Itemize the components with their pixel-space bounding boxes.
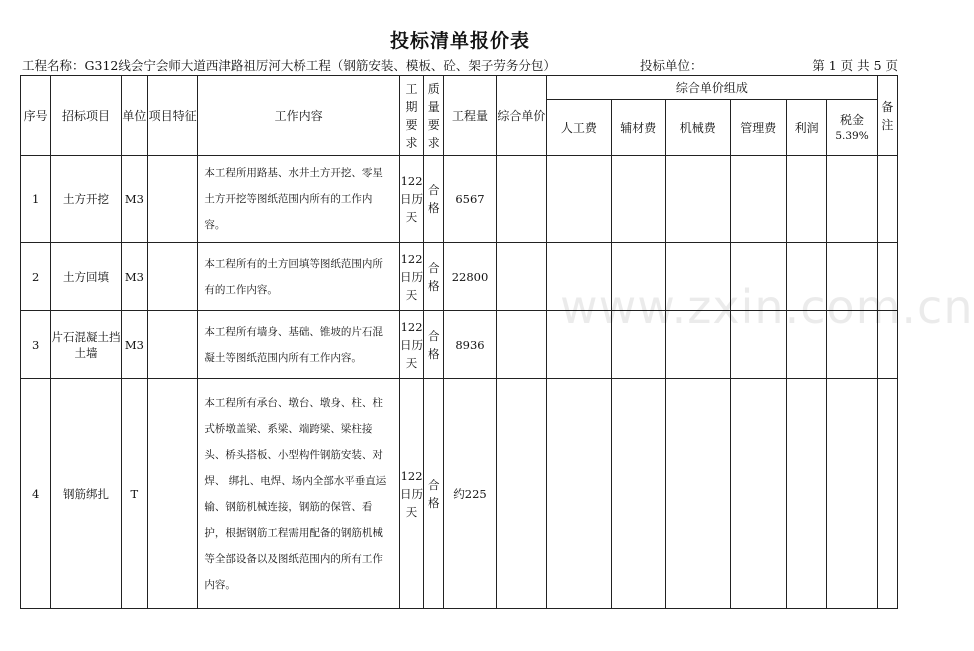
table-header-row [21, 76, 898, 100]
cell-remarks [877, 156, 897, 243]
col-remarks: 备注 [877, 76, 897, 156]
cell-unit-price [496, 243, 546, 311]
cell-content: 本工程所用路基、水井土方开挖、零星土方开挖等图纸范围内所有的工作内容。 [198, 156, 400, 243]
col-item: 招标项目 [51, 76, 122, 156]
col-unit: 单位 [121, 76, 147, 156]
cell-machine [666, 379, 731, 609]
col-labor: 人工费 [547, 100, 612, 156]
cell-profit [786, 243, 826, 311]
cell-seq: 2 [21, 243, 51, 311]
cell-quality: 合格 [424, 156, 444, 243]
col-unit-price: 综合单价 [496, 76, 546, 156]
cell-machine [666, 156, 731, 243]
tax-rate: 5.39% [835, 129, 869, 142]
cell-seq: 1 [21, 156, 51, 243]
col-work: 工作内容 [198, 76, 400, 156]
cell-content: 本工程所有承台、墩台、墩身、柱、柱式桥墩盖梁、系梁、端跨梁、梁柱接头、桥头搭板、小型构件钢筋安装、对焊、 绑扎、电焊、场内全部水平垂直运输、钢筋机械连接，钢筋的保管、看护，根据钢筋工程需用配备的钢筋机械等全部设备以及图纸范围内的所有工作内容。 [198, 379, 400, 609]
cell-content: 本工程所有的土方回填等图纸范围内所有的工作内容。 [198, 243, 400, 311]
page-info: 第 1 页 共 5 页 [812, 58, 898, 73]
cell-item: 土方回填 [51, 243, 122, 311]
cell-aux-material [611, 156, 665, 243]
cell-seq: 3 [21, 311, 51, 379]
cell-tax [827, 379, 877, 609]
page-title: 投标清单报价表 [389, 30, 530, 52]
col-period: 工期要求 [399, 76, 423, 156]
cell-quality: 合格 [424, 311, 444, 379]
col-profit: 利润 [786, 100, 826, 156]
cell-item: 钢筋绑扎 [51, 379, 122, 609]
cell-tax [827, 311, 877, 379]
col-aux-material: 辅材费 [611, 100, 665, 156]
cell-remarks [877, 311, 897, 379]
cell-profit [786, 156, 826, 243]
cell-seq: 4 [21, 379, 51, 609]
cell-labor [547, 243, 612, 311]
col-composition: 综合单价组成 [547, 76, 878, 100]
cell-unit-price [496, 379, 546, 609]
cell-management [730, 379, 786, 609]
cell-aux-material [611, 243, 665, 311]
cell-machine [666, 243, 731, 311]
cell-quantity: 约225 [444, 379, 496, 609]
cell-profit [786, 379, 826, 609]
col-tax [827, 100, 877, 156]
project-name: 工程名称：G312线会宁会师大道西津路祖厉河大桥工程（钢筋安装、模板、砼、架子劳务分包） [22, 58, 556, 73]
col-management: 管理费 [730, 100, 786, 156]
tax-label: 税金 [839, 112, 864, 127]
cell-tax [827, 156, 877, 243]
cell-labor [547, 379, 612, 609]
cell-profit [786, 311, 826, 379]
col-feature: 项目特征 [147, 76, 197, 156]
cell-remarks [877, 243, 897, 311]
cell-quality: 合格 [424, 379, 444, 609]
cell-feature [147, 379, 197, 609]
cell-quantity: 8936 [444, 311, 496, 379]
table-row [21, 243, 898, 311]
cell-content: 本工程所有墙身、基础、锥坡的片石混凝土等图纸范围内所有工作内容。 [198, 311, 400, 379]
cell-labor [547, 156, 612, 243]
cell-feature [147, 156, 197, 243]
quotation-table [20, 75, 898, 609]
cell-item: 片石混凝土挡土墙 [51, 311, 122, 379]
cell-machine [666, 311, 731, 379]
cell-unit-price [496, 311, 546, 379]
cell-aux-material [611, 379, 665, 609]
cell-management [730, 156, 786, 243]
table-row [21, 379, 898, 609]
col-seq: 序号 [21, 76, 51, 156]
cell-unit: T [121, 379, 147, 609]
cell-labor [547, 311, 612, 379]
cell-tax [827, 243, 877, 311]
cell-period: 122日历天 [399, 311, 423, 379]
cell-unit-price [496, 156, 546, 243]
cell-quantity: 22800 [444, 243, 496, 311]
cell-quantity: 6567 [444, 156, 496, 243]
cell-unit: M3 [121, 311, 147, 379]
table-row [21, 311, 898, 379]
cell-management [730, 311, 786, 379]
cell-period: 122日历天 [399, 243, 423, 311]
cell-item: 土方开挖 [51, 156, 122, 243]
cell-feature [147, 311, 197, 379]
cell-unit: M3 [121, 156, 147, 243]
table-row [21, 156, 898, 243]
cell-quality: 合格 [424, 243, 444, 311]
cell-feature [147, 243, 197, 311]
cell-period: 122日历天 [399, 379, 423, 609]
watermark: www.zxin.com.cn [560, 280, 974, 334]
col-quantity: 工程量 [444, 76, 496, 156]
cell-period: 122日历天 [399, 156, 423, 243]
cell-unit: M3 [121, 243, 147, 311]
col-machine: 机械费 [666, 100, 731, 156]
bidder-label: 投标单位： [640, 58, 703, 73]
cell-remarks [877, 379, 897, 609]
cell-aux-material [611, 311, 665, 379]
col-quality: 质量要求 [424, 76, 444, 156]
cell-management [730, 243, 786, 311]
document-meta [22, 56, 898, 74]
